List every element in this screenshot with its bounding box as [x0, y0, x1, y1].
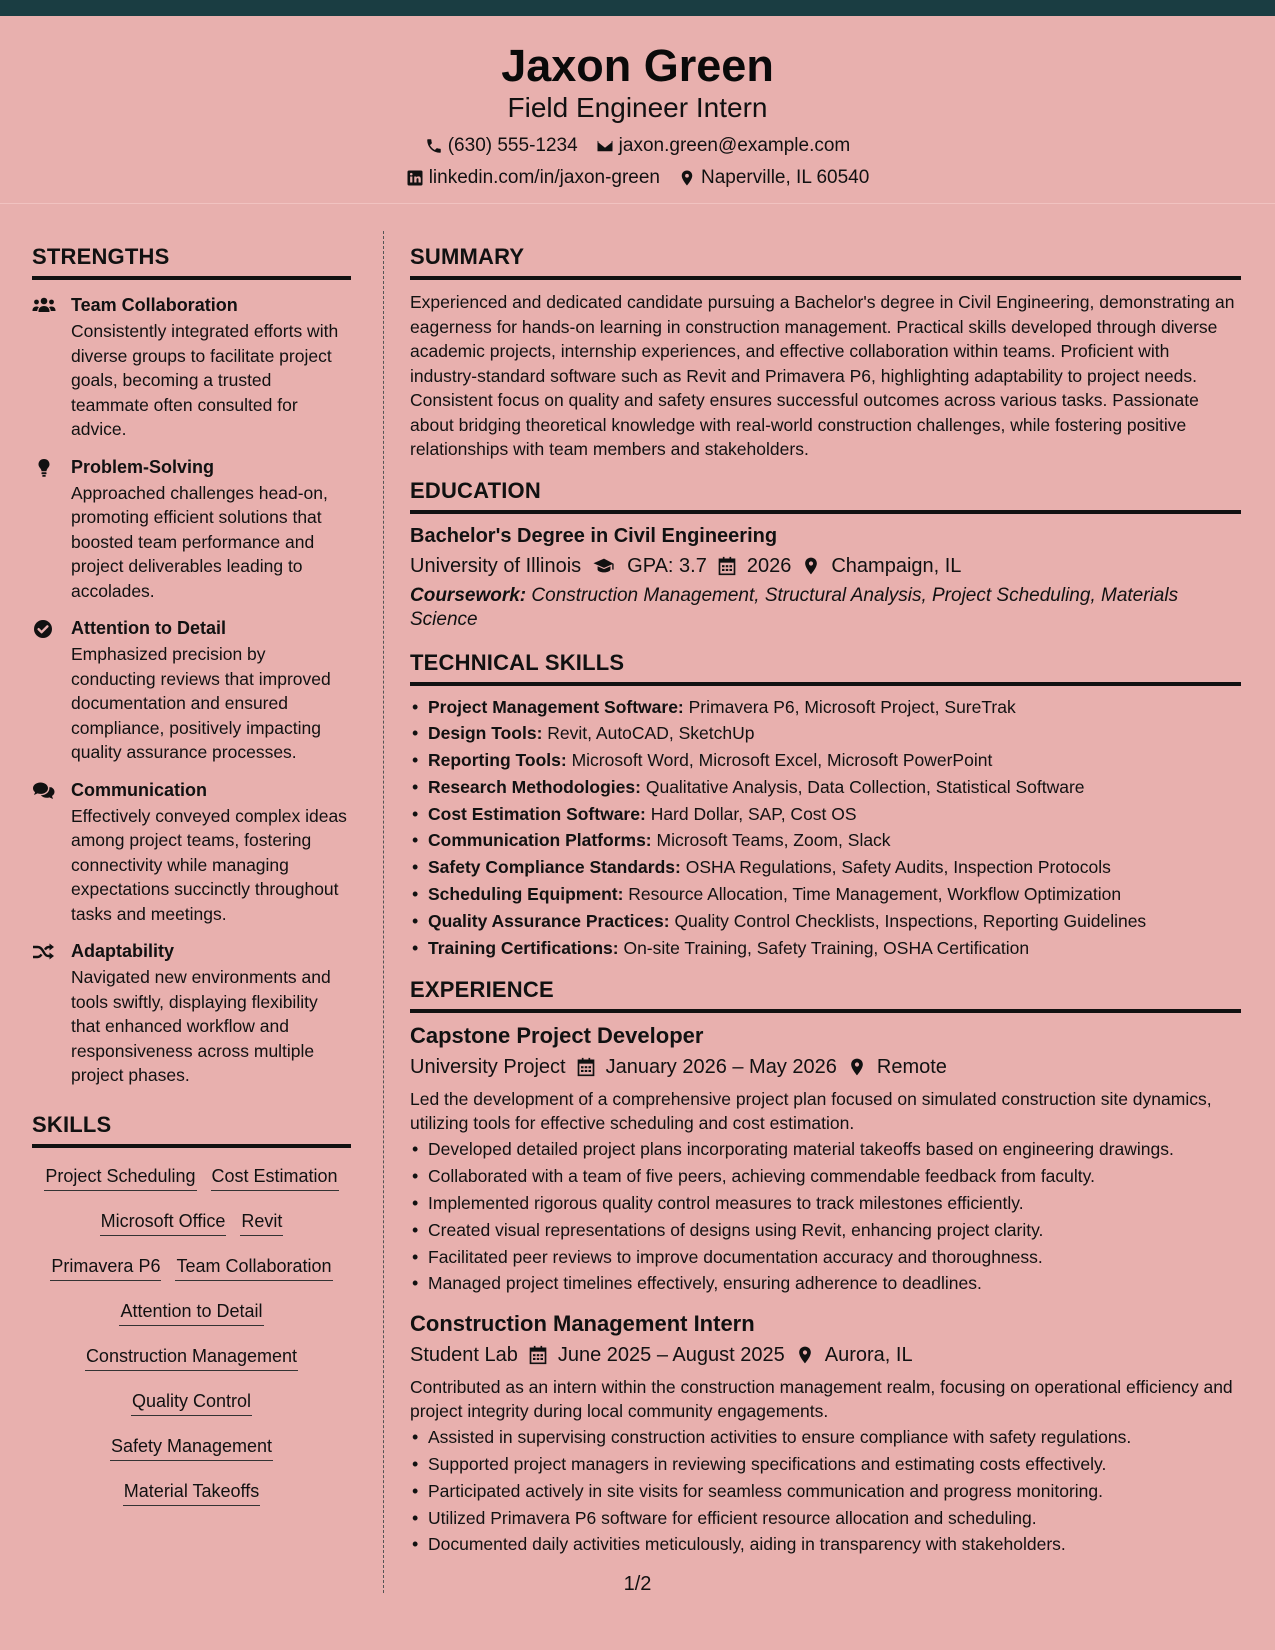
summary-text: Experienced and dedicated candidate pursuing a Bachelor's degree in Civil Engineering, demonstrating an eagerness for hands-on learning in construction management. Practical skills developed through diverse academic projects, internship experiences, and effective collaboration within teams. Proficient with industry-standard software such as Revit and Primavera P6, highlighting adaptability to project needs. Consistent focus on quality and safety ensures successful outcomes across various tasks. Passionate about bridging theoretical knowledge with real-world construction challenges, while fostering positive relationships with team members and stakeholders. [410, 292, 1235, 459]
tech-skill-label: Communication Platforms: [428, 830, 652, 851]
job-description: Contributed as an intern within the construction management realm, focusing on operational efficiency and project integrity during local community engagements. [410, 1377, 1233, 1422]
comments-icon [32, 781, 56, 801]
calendar-icon [576, 1057, 596, 1077]
education-year: 2026 [746, 554, 792, 577]
users-icon [32, 296, 56, 316]
list-item: • Supported project managers in reviewing specifications and estimating costs effectively. [410, 1451, 1241, 1478]
tech-skill-value: Revit, AutoCAD, SketchUp [547, 723, 755, 744]
job-dates: January 2026 – May 2026 [605, 1056, 837, 1079]
map-pin-icon [795, 1345, 815, 1365]
tech-skill-label: Cost Estimation Software: [428, 803, 646, 824]
tech-skill-label: Training Certifications: [428, 937, 619, 958]
job-org: Student Lab [410, 1344, 518, 1367]
strength-item [32, 940, 351, 1088]
tech-skill-value: OSHA Regulations, Safety Audits, Inspection Protocols [685, 857, 1111, 878]
job-bullets [410, 1136, 1241, 1297]
contact-email[interactable] [596, 136, 851, 155]
technical-skills-list [410, 694, 1241, 962]
education-meta [410, 554, 1241, 578]
contact-row-1 [0, 136, 1275, 155]
list-item: • Collaborated with a team of five peers, achieving commendable feedback from faculty. [410, 1163, 1241, 1190]
tech-skill-label: Design Tools: [428, 723, 543, 744]
graduation-cap-icon [591, 555, 617, 577]
list-item [410, 720, 1241, 747]
strength-title: Communication [71, 779, 208, 800]
linkedin-icon [406, 169, 424, 187]
strength-description: Navigated new environments and tools swiftly, displaying flexibility that enhanced workflow and responsiveness across multiple project phases. [71, 967, 331, 1085]
calendar-icon [528, 1345, 548, 1365]
education-degree: Bachelor's Degree in Civil Engineering [410, 524, 778, 547]
check-circle-icon [32, 619, 56, 639]
education-heading: EDUCATION [410, 480, 1241, 514]
strength-title: Adaptability [71, 941, 175, 961]
location-text: Naperville, IL 60540 [701, 167, 870, 188]
tech-skill-value: Qualitative Analysis, Data Collection, Statistical Software [645, 776, 1085, 797]
skill-tag: Project Scheduling [44, 1165, 196, 1191]
skill-tag: Material Takeoffs [123, 1480, 260, 1506]
job-title: Construction Management Intern [410, 1311, 755, 1337]
strength-description: Consistently integrated efforts with diverse groups to facilitate project goals, becoming a trusted teammate often consulted for advice. [71, 321, 339, 439]
job-meta [410, 1343, 1241, 1367]
list-item [410, 801, 1241, 828]
strength-item [32, 456, 351, 604]
list-item: • Developed detailed project plans incorporating material takeoffs based on engineering drawings. [410, 1136, 1241, 1163]
strengths-heading: STRENGTHS [32, 246, 351, 280]
map-pin-icon [847, 1057, 867, 1077]
tech-skill-value: Microsoft Teams, Zoom, Slack [656, 830, 891, 851]
strength-description: Emphasized precision by conducting reviews that improved documentation and ensured compliance, positively impacting quality assurance processes. [71, 644, 331, 762]
tech-skill-label: Safety Compliance Standards: [428, 857, 681, 878]
envelope-icon [596, 137, 614, 155]
list-item [410, 694, 1241, 721]
job-meta [410, 1055, 1241, 1079]
list-item: • Facilitated peer reviews to improve documentation accuracy and thoroughness. [410, 1244, 1241, 1271]
right-column [410, 246, 1241, 1558]
strength-description: Effectively conveyed complex ideas among project teams, fostering connectivity while managing expectations succinctly throughout tasks and meetings. [71, 805, 347, 924]
lightbulb-icon [32, 458, 56, 478]
list-item [410, 881, 1241, 908]
list-item [410, 854, 1241, 881]
tech-skill-label: Research Methodologies: [428, 776, 641, 797]
phone-text: (630) 555-1234 [447, 135, 578, 156]
tech-skill-label: Quality Assurance Practices: [428, 910, 670, 931]
list-item [410, 935, 1241, 962]
list-item [410, 774, 1241, 801]
skill-tag: Construction Management [85, 1345, 298, 1371]
contact-row-2 [0, 168, 1275, 187]
list-item [410, 827, 1241, 854]
job-title: Capstone Project Developer [410, 1023, 704, 1049]
skills-heading: SKILLS [32, 1114, 351, 1148]
calendar-icon [717, 556, 737, 576]
strength-item [32, 294, 351, 442]
tech-skill-value: Microsoft Word, Microsoft Excel, Microsoft PowerPoint [571, 750, 993, 771]
education-gpa: GPA: 3.7 [627, 554, 707, 577]
skill-tag: Microsoft Office [100, 1210, 227, 1236]
coursework-list: Construction Management, Structural Analysis, Project Scheduling, Materials Science [410, 584, 1179, 630]
candidate-headline: Field Engineer Intern [507, 92, 768, 123]
list-item [410, 908, 1241, 935]
top-accent-bar [0, 0, 1275, 16]
email-text: jaxon.green@example.com [618, 135, 851, 156]
education-location: Champaign, IL [831, 554, 962, 577]
left-column [32, 246, 351, 1518]
tech-skill-value: Hard Dollar, SAP, Cost OS [650, 803, 857, 824]
list-item: • Managed project timelines effectively, ensuring adherence to deadlines. [410, 1270, 1241, 1297]
tech-skill-value: Primavera P6, Microsoft Project, SureTrak [688, 696, 1016, 717]
list-item: • Utilized Primavera P6 software for efficient resource allocation and scheduling. [410, 1505, 1241, 1532]
candidate-name: Jaxon Green [501, 40, 774, 91]
job-description: Led the development of a comprehensive project plan focused on simulated construction site dynamics, utilizing tools for effective scheduling and cost estimation. [410, 1089, 1212, 1134]
experience-heading: EXPERIENCE [410, 979, 1241, 1013]
column-divider [383, 231, 384, 1593]
skill-tag: Cost Estimation [211, 1165, 339, 1191]
strength-title: Attention to Detail [71, 618, 226, 638]
map-pin-icon [678, 169, 696, 187]
skill-tag: Quality Control [131, 1390, 252, 1416]
summary-heading: SUMMARY [410, 246, 1241, 280]
job-location: Aurora, IL [824, 1344, 913, 1367]
list-item: • Created visual representations of designs using Revit, enhancing project clarity. [410, 1217, 1241, 1244]
education-school: University of Illinois [410, 554, 582, 577]
tech-skill-label: Scheduling Equipment: [428, 884, 624, 905]
contact-linkedin[interactable] [406, 168, 660, 187]
list-item [410, 747, 1241, 774]
tech-skill-label: Reporting Tools: [428, 750, 567, 771]
strength-item [32, 779, 351, 927]
strength-title: Team Collaboration [71, 295, 238, 315]
resume-header [0, 16, 1275, 204]
strength-description: Approached challenges head-on, promoting efficient solutions that boosted team performance and project deliverables leading to accolades. [71, 482, 328, 601]
page-number: 1/2 [623, 1573, 652, 1595]
technical-skills-heading: TECHNICAL SKILLS [410, 652, 1241, 686]
tech-skill-label: Project Management Software: [428, 696, 684, 717]
strength-title: Problem-Solving [71, 456, 215, 477]
skill-tag: Attention to Detail [119, 1300, 263, 1326]
coursework [410, 584, 1241, 632]
job-entry [410, 1311, 1241, 1558]
job-location: Remote [876, 1056, 947, 1079]
shuffle-icon [32, 942, 56, 962]
coursework-label: Coursework: [410, 584, 527, 606]
list-item: • Assisted in supervising construction activities to ensure compliance with safety regulations. [410, 1424, 1241, 1451]
skill-tag: Primavera P6 [50, 1255, 161, 1281]
linkedin-text: linkedin.com/in/jaxon-green [428, 167, 660, 188]
skill-tag: Revit [240, 1210, 283, 1236]
skill-tag: Team Collaboration [175, 1255, 332, 1281]
skills-tag-list [32, 1158, 351, 1518]
job-dates: June 2025 – August 2025 [557, 1344, 785, 1367]
job-entry [410, 1023, 1241, 1297]
list-item: • Documented daily activities meticulously, aiding in transparency with stakeholders. [410, 1531, 1241, 1558]
job-bullets [410, 1424, 1241, 1558]
skill-tag: Safety Management [110, 1435, 273, 1461]
contact-phone[interactable] [425, 136, 578, 155]
list-item: • Implemented rigorous quality control measures to track milestones efficiently. [410, 1190, 1241, 1217]
job-org: University Project [410, 1056, 566, 1079]
tech-skill-value: On-site Training, Safety Training, OSHA Certification [623, 937, 1030, 958]
strength-item [32, 617, 351, 765]
tech-skill-value: Quality Control Checklists, Inspections, Reporting Guidelines [674, 910, 1147, 931]
contact-location [678, 168, 869, 187]
map-pin-icon [801, 556, 821, 576]
list-item: • Participated actively in site visits for seamless communication and progress monitoring. [410, 1478, 1241, 1505]
tech-skill-value: Resource Allocation, Time Management, Workflow Optimization [628, 884, 1122, 905]
phone-icon [425, 137, 443, 155]
